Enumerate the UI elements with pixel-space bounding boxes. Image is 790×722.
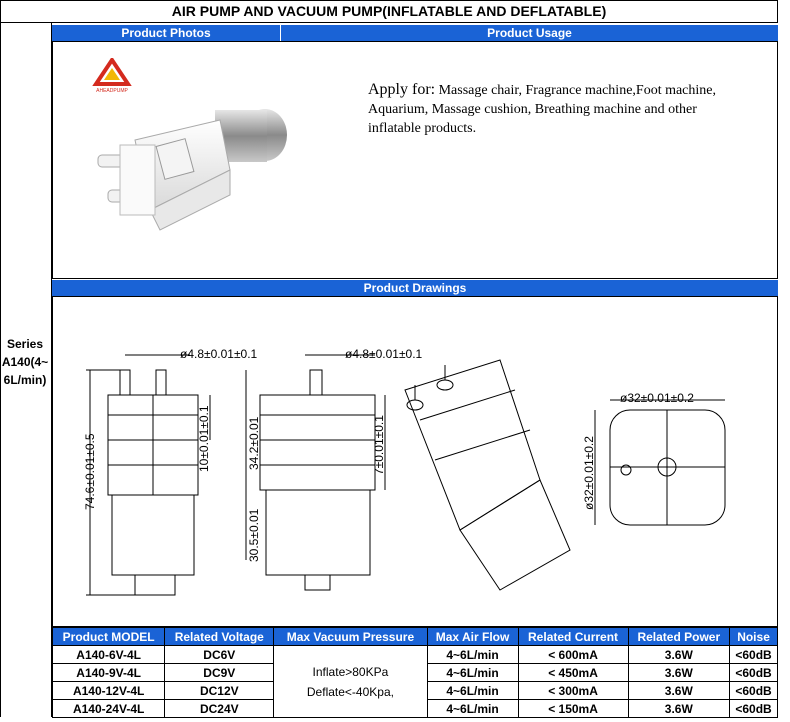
brand-logo-icon	[92, 58, 132, 94]
cell-noise: <60dB	[730, 664, 778, 682]
cell-voltage: DC12V	[165, 682, 274, 700]
series-label: Series A140(4~ 6L/min)	[1, 337, 49, 387]
header-power: Related Power	[628, 628, 730, 646]
cell-power: 3.6W	[628, 700, 730, 718]
usage-text	[368, 80, 748, 138]
header-model: Product MODEL	[53, 628, 165, 646]
table-row	[53, 646, 778, 664]
cell-model: A140-12V-4L	[53, 682, 165, 700]
pump-photo	[90, 100, 310, 250]
cell-current: < 150mA	[518, 700, 628, 718]
dim-head-2: 34.2±0.01	[247, 416, 261, 470]
header-voltage: Related Voltage	[165, 628, 274, 646]
logo-text: AHEADPUMP	[96, 88, 128, 94]
dim-head-3: 7±0.01±0.1	[372, 415, 386, 475]
cell-flow: 4~6L/min	[427, 664, 518, 682]
dim-width: ø32±0.01±0.2	[620, 391, 694, 405]
cell-voltage: DC9V	[165, 664, 274, 682]
cell-noise: <60dB	[730, 682, 778, 700]
product-photos-header: Product Photos	[52, 25, 280, 41]
header-noise: Noise	[730, 628, 778, 646]
cell-voltage: DC6V	[165, 646, 274, 664]
page-title: AIR PUMP AND VACUUM PUMP(INFLATABLE AND DEFLATABLE)	[0, 0, 778, 23]
cell-flow: 4~6L/min	[427, 700, 518, 718]
cell-power: 3.6W	[628, 664, 730, 682]
cell-power: 3.6W	[628, 682, 730, 700]
dim-outlet-2: ø4.8±0.01±0.1	[345, 347, 423, 361]
cell-pressure	[274, 646, 427, 718]
usage-body: Massage chair, Fragrance machine,Foot machine, Aquarium, Massage cushion, Breathing machine and other inflatable products.	[368, 83, 716, 136]
cell-current: < 600mA	[518, 646, 628, 664]
dim-side: ø32±0.01±0.2	[582, 436, 596, 510]
pressure-deflate: Deflate<-40Kpa,	[306, 684, 394, 699]
cell-flow: 4~6L/min	[427, 682, 518, 700]
cell-noise: <60dB	[730, 700, 778, 718]
product-drawings-header: Product Drawings	[52, 280, 778, 296]
dim-total-height: 74.6±0.01±0.5	[83, 433, 97, 510]
technical-drawing	[60, 300, 775, 625]
product-usage-header: Product Usage	[281, 25, 778, 41]
pressure-inflate: Inflate>80KPa	[312, 664, 389, 679]
header-pressure: Max Vacuum Pressure	[274, 628, 427, 646]
cell-model: A140-6V-4L	[53, 646, 165, 664]
dim-motor: 30.5±0.01	[247, 508, 261, 562]
spec-table	[52, 627, 778, 718]
cell-noise: <60dB	[730, 646, 778, 664]
cell-model: A140-9V-4L	[53, 664, 165, 682]
cell-voltage: DC24V	[165, 700, 274, 718]
dim-outlet-1: ø4.8±0.01±0.1	[180, 347, 258, 361]
dim-head-1: 10±0.01±0.1	[197, 405, 211, 472]
cell-power: 3.6W	[628, 646, 730, 664]
cell-flow: 4~6L/min	[427, 646, 518, 664]
cell-current: < 450mA	[518, 664, 628, 682]
cell-current: < 300mA	[518, 682, 628, 700]
header-flow: Max Air Flow	[427, 628, 518, 646]
cell-model: A140-24V-4L	[53, 700, 165, 718]
header-current: Related Current	[518, 628, 628, 646]
usage-lead: Apply for:	[368, 81, 436, 98]
